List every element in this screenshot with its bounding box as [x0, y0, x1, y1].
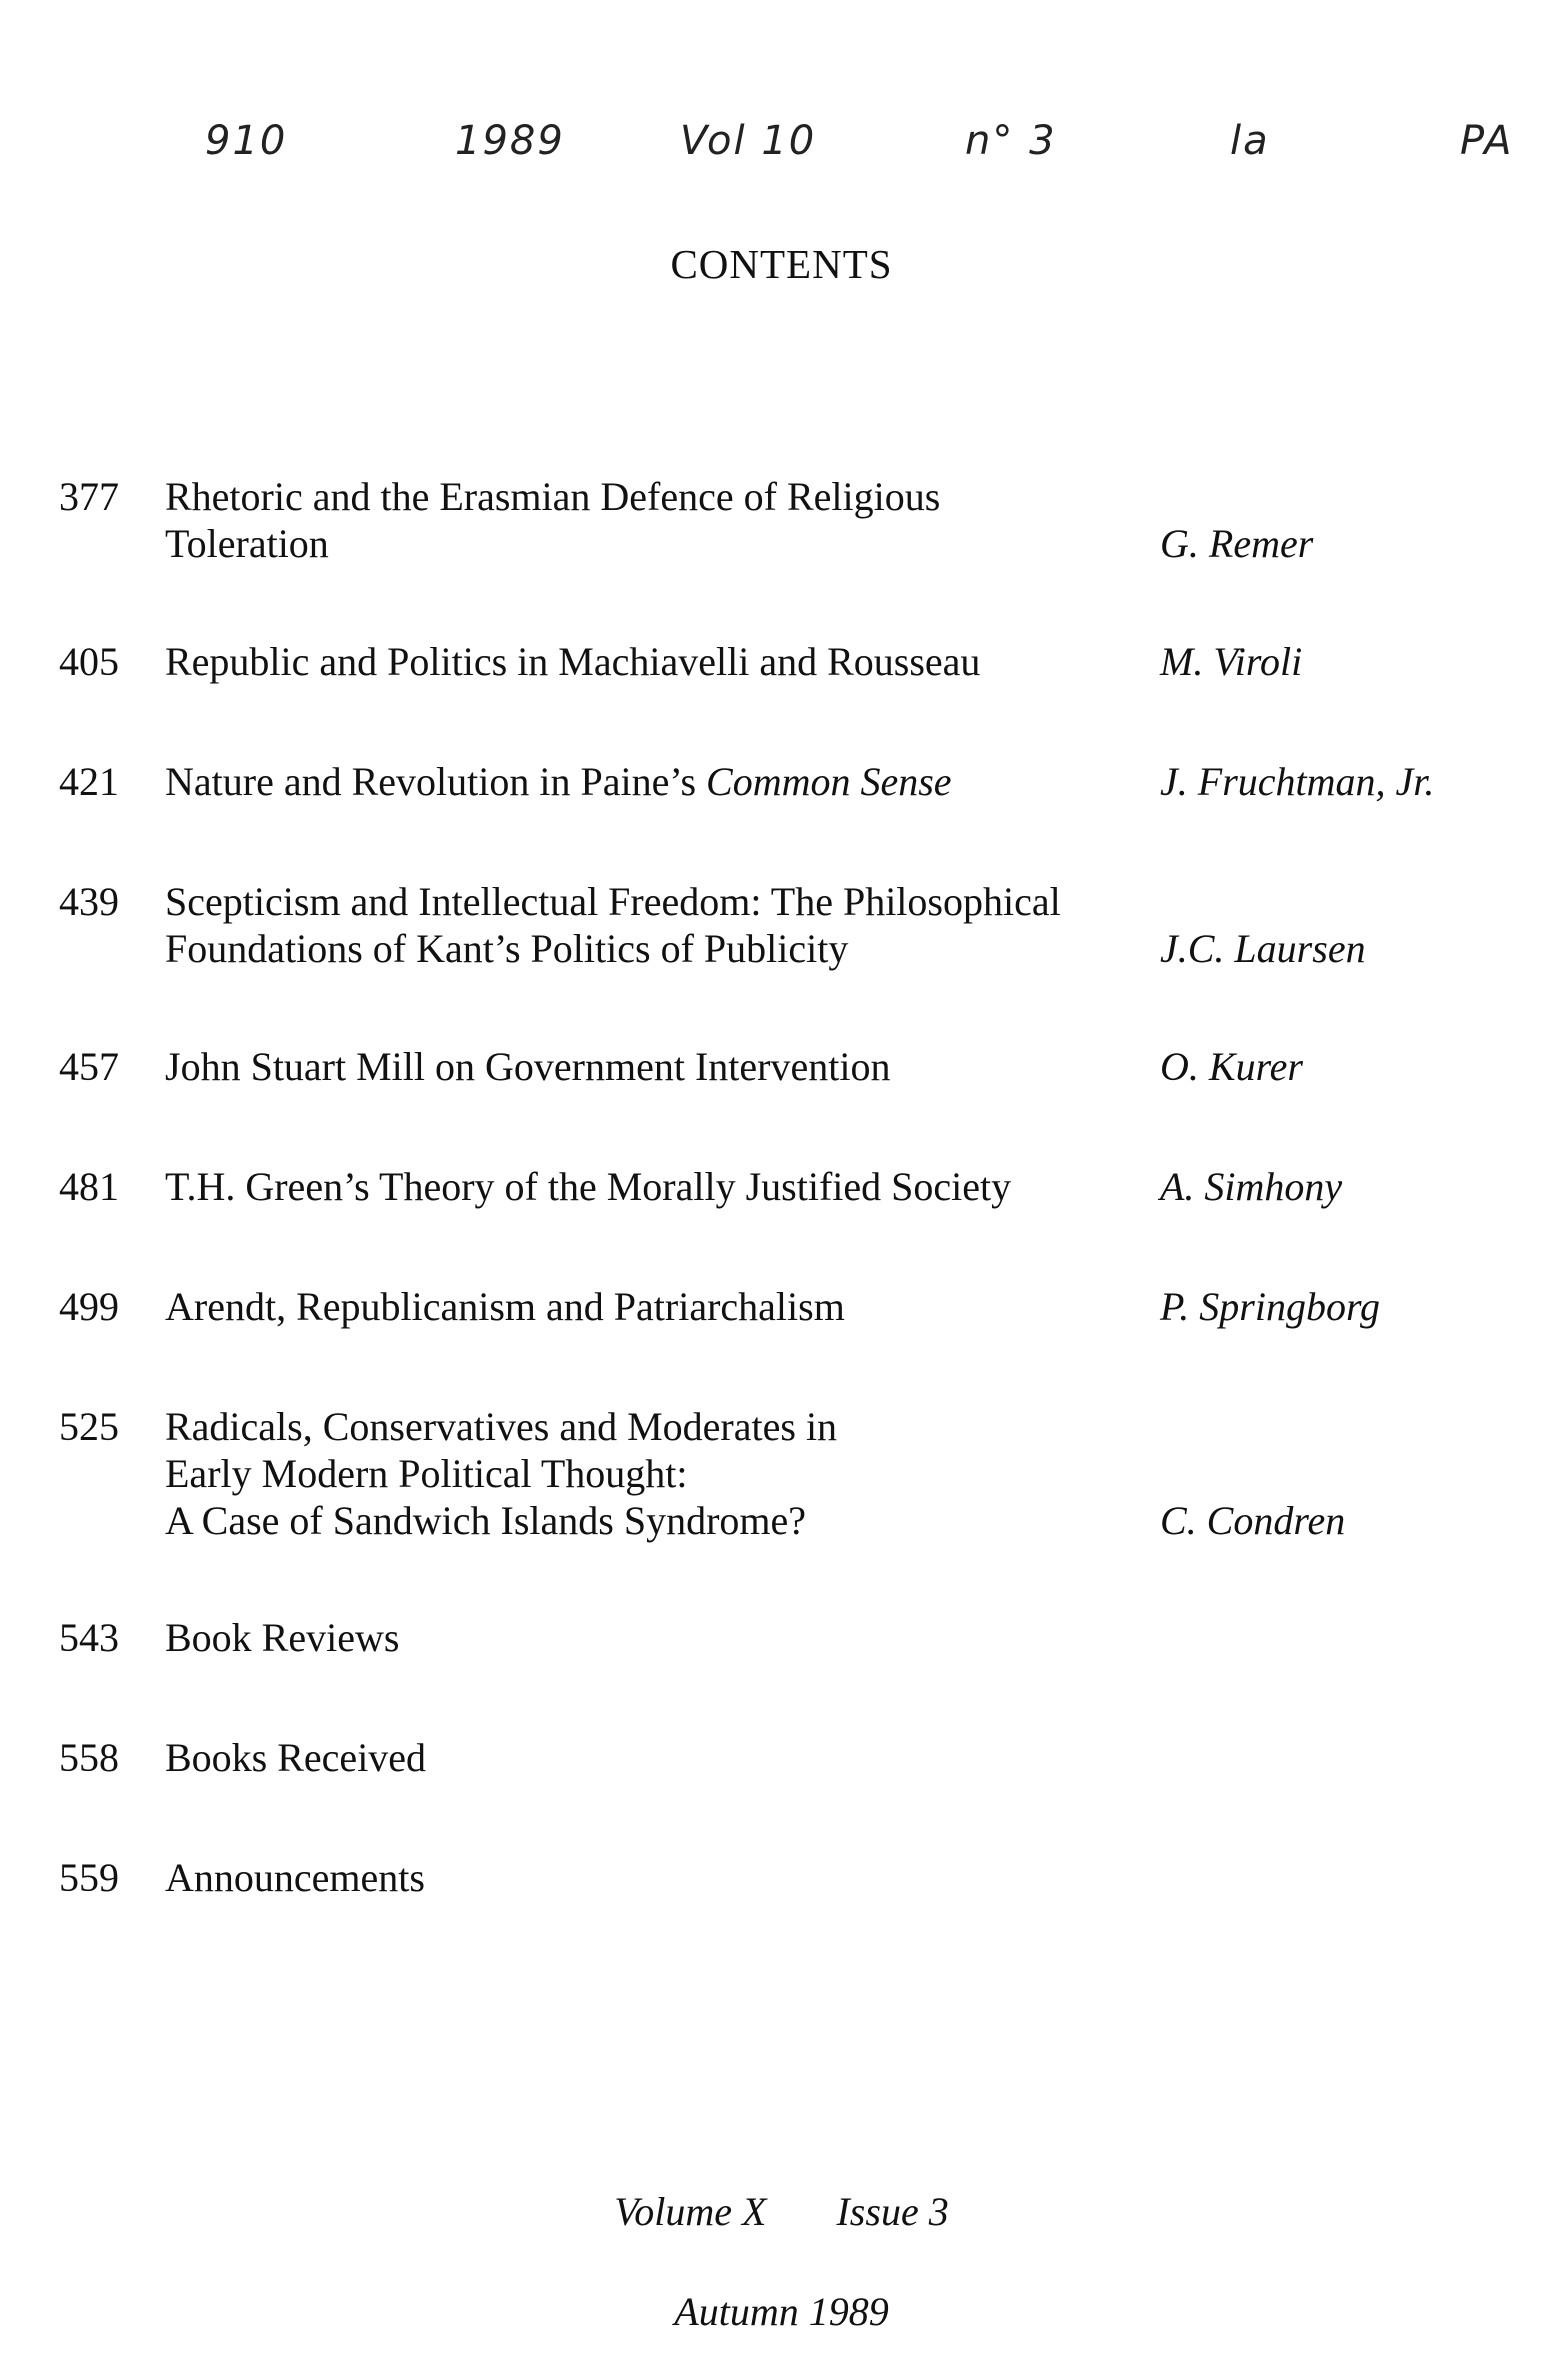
toc-page-number: 421 — [59, 759, 119, 804]
handwritten-number: n° 3 — [965, 118, 1057, 164]
toc-page-number: 377 — [59, 474, 119, 519]
toc-title: Book Reviews — [165, 1615, 400, 1660]
handwritten-pa: PA — [1460, 118, 1514, 164]
toc-title — [165, 1403, 1155, 1544]
toc-title: T.H. Green’s Theory of the Morally Justified Society — [165, 1164, 1012, 1209]
toc-title-line: Early Modern Political Thought: — [165, 1451, 688, 1496]
toc-title: Arendt, Republicanism and Patriarchalism — [165, 1284, 845, 1329]
toc-title-line: Radicals, Conservatives and Moderates in — [165, 1404, 838, 1449]
issue-label: Issue 3 — [836, 2189, 949, 2234]
toc-author: M. Viroli — [1160, 639, 1303, 684]
toc-title-line: Foundations of Kant’s Politics of Publicity — [165, 926, 849, 971]
volume-issue-line — [0, 2188, 1563, 2235]
toc-page-number: 525 — [59, 1404, 119, 1449]
toc-title — [165, 878, 1155, 972]
toc-title: Republic and Politics in Machiavelli and Rousseau — [165, 639, 981, 684]
toc-title-line: Scepticism and Intellectual Freedom: The Philosophical — [165, 879, 1061, 924]
toc-page-number: 559 — [59, 1855, 119, 1900]
page-title: CONTENTS — [670, 241, 893, 287]
handwritten-shelfmark: 910 — [205, 118, 288, 164]
toc-author: G. Remer — [1160, 521, 1314, 566]
toc-title — [165, 473, 1155, 567]
toc-page-number: 457 — [59, 1044, 119, 1089]
toc-title-line: Toleration — [165, 521, 329, 566]
toc-title: John Stuart Mill on Government Intervention — [165, 1044, 891, 1089]
toc-page-number: 558 — [59, 1735, 119, 1780]
handwritten-year: 1989 — [455, 118, 565, 164]
toc-author: J. Fruchtman, Jr. — [1160, 759, 1435, 804]
toc-author: A. Simhony — [1160, 1164, 1343, 1209]
season-line: Autumn 1989 — [674, 2289, 889, 2334]
toc-title-line: A Case of Sandwich Islands Syndrome? — [165, 1498, 807, 1543]
handwritten-volume: Vol 10 — [680, 118, 817, 164]
toc-title: Announcements — [165, 1855, 425, 1900]
toc-title-italic: Common Sense — [706, 759, 952, 804]
toc-page-number: 543 — [59, 1615, 119, 1660]
toc-title-text: Nature and Revolution in Paine’s — [165, 759, 707, 804]
toc-page-number: 439 — [59, 879, 119, 924]
toc-author: O. Kurer — [1160, 1044, 1303, 1089]
toc-page-number: 499 — [59, 1284, 119, 1329]
toc-title — [165, 758, 1155, 805]
toc-title-line: Rhetoric and the Erasmian Defence of Religious — [165, 474, 941, 519]
toc-author: C. Condren — [1160, 1498, 1346, 1543]
toc-page-number: 481 — [59, 1164, 119, 1209]
toc-author: P. Springborg — [1160, 1284, 1381, 1329]
volume-label: Volume X — [614, 2189, 767, 2234]
toc-title: Books Received — [165, 1735, 427, 1780]
handwritten-la: la — [1230, 118, 1270, 164]
toc-page-number: 405 — [59, 639, 119, 684]
toc-author: J.C. Laursen — [1160, 926, 1366, 971]
